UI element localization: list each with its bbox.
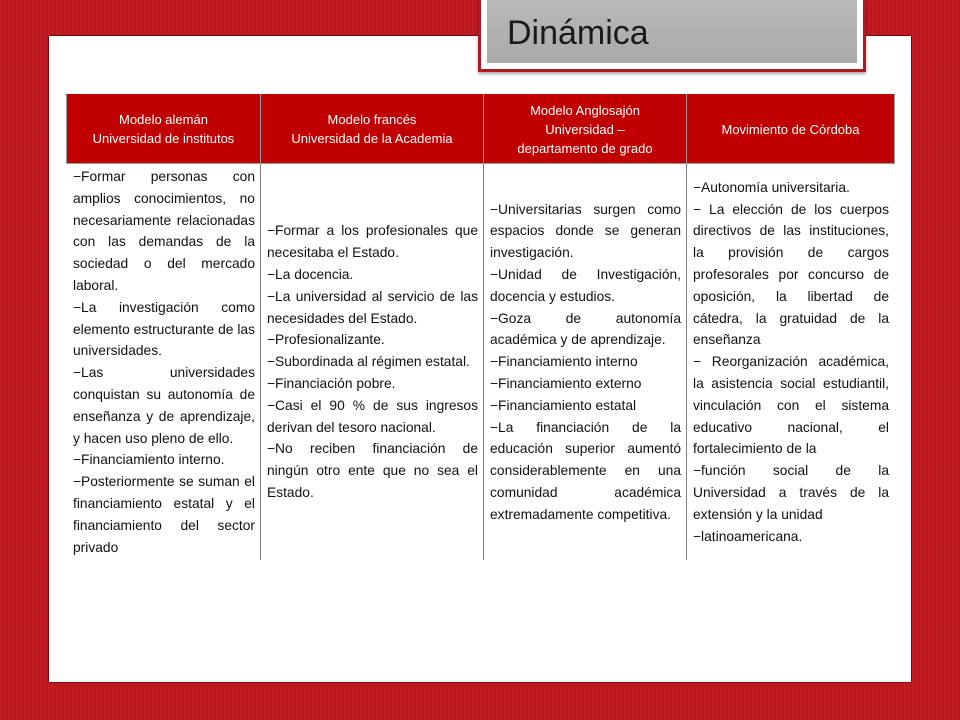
- list-item: −La investigación como elemento estructurante de las universidades.: [73, 299, 255, 359]
- header-line: Modelo francés: [327, 112, 417, 127]
- list-item: −Casi el 90 % de sus ingresos derivan del tesoro nacional.: [267, 397, 478, 435]
- header-movimiento-cordoba: [687, 95, 895, 164]
- list-item: −La universidad al servicio de las necesidades del Estado.: [267, 288, 478, 326]
- table-header-row: [67, 95, 895, 164]
- list-item: −Profesionalizante.: [267, 332, 385, 348]
- list-item: −La docencia.: [267, 267, 354, 283]
- header-line: Modelo Anglosajón: [530, 102, 640, 118]
- header-line: Universidad –: [545, 121, 625, 137]
- list-item: −Financiamiento estatal: [490, 397, 637, 413]
- list-item: − La elección de los cuerpos directivos de las instituciones, la provisión de cargos profesorales por concurso de oposición, la libertad de cátedra, la gratuidad de la enseñanza: [693, 201, 889, 348]
- list-item: −latinoamericana.: [693, 528, 803, 544]
- title-box: [478, 0, 866, 72]
- list-item: −Financiamiento interno: [490, 354, 638, 370]
- list-item: −Las universidades conquistan su autonomía de enseñanza y de aprendizaje, y hacen uso pleno de ello.: [73, 365, 255, 446]
- header-line: departamento de grado: [517, 140, 653, 156]
- list-item: −Formar a los profesionales que necesitaba el Estado.: [267, 223, 478, 261]
- list-item: −Autonomía universitaria.: [693, 179, 850, 195]
- list-item: −Financiamiento interno.: [73, 452, 225, 468]
- list-item: −Subordinada al régimen estatal.: [267, 354, 470, 370]
- cell-modelo-anglosajon: [484, 164, 687, 561]
- list-item: −función social de la Universidad a través de la extensión y la unidad: [693, 463, 889, 522]
- list-item: −La financiación de la educación superior aumentó considerablemente en una comunidad académica extremadamente competitiva.: [490, 419, 681, 522]
- comparison-table: [66, 94, 895, 561]
- list-item: −Universitarias surgen como espacios donde se generan investigación.: [490, 201, 681, 261]
- slide-title: Dinámica: [507, 13, 649, 52]
- header-line: Modelo alemán: [119, 112, 208, 127]
- header-modelo-frances: [261, 95, 484, 164]
- table-row: [67, 164, 895, 561]
- list-item: − Reorganización académica, la asistencia social estudiantil, vinculación con el sistema educativo nacional, el fortalecimiento de la: [693, 354, 889, 457]
- cell-movimiento-cordoba: [687, 164, 895, 561]
- list-item: −Formar personas con amplios conocimientos, no necesariamente relacionadas con las demandas de la sociedad o del mercado laboral.: [73, 169, 255, 293]
- list-item: −Financiamiento externo: [490, 376, 642, 392]
- list-item: −Unidad de Investigación, docencia y estudios.: [490, 267, 681, 304]
- header-line: Movimiento de Córdoba: [721, 121, 860, 137]
- cell-modelo-aleman: [67, 164, 261, 561]
- header-modelo-anglosajon: [484, 95, 687, 164]
- list-item: −Goza de autonomía académica y de aprendizaje.: [490, 310, 681, 348]
- header-line: Universidad de la Academia: [291, 131, 453, 146]
- header-modelo-aleman: [67, 95, 261, 164]
- title-inner: [487, 0, 857, 63]
- list-item: −Posteriormente se suman el financiamiento estatal y el financiamiento del sector privado: [73, 474, 255, 555]
- header-line: Universidad de institutos: [92, 131, 235, 146]
- list-item: −No reciben financiación de ningún otro ente que no sea el Estado.: [267, 441, 478, 501]
- list-item: −Financiación pobre.: [267, 376, 396, 392]
- cell-modelo-frances: [261, 164, 484, 561]
